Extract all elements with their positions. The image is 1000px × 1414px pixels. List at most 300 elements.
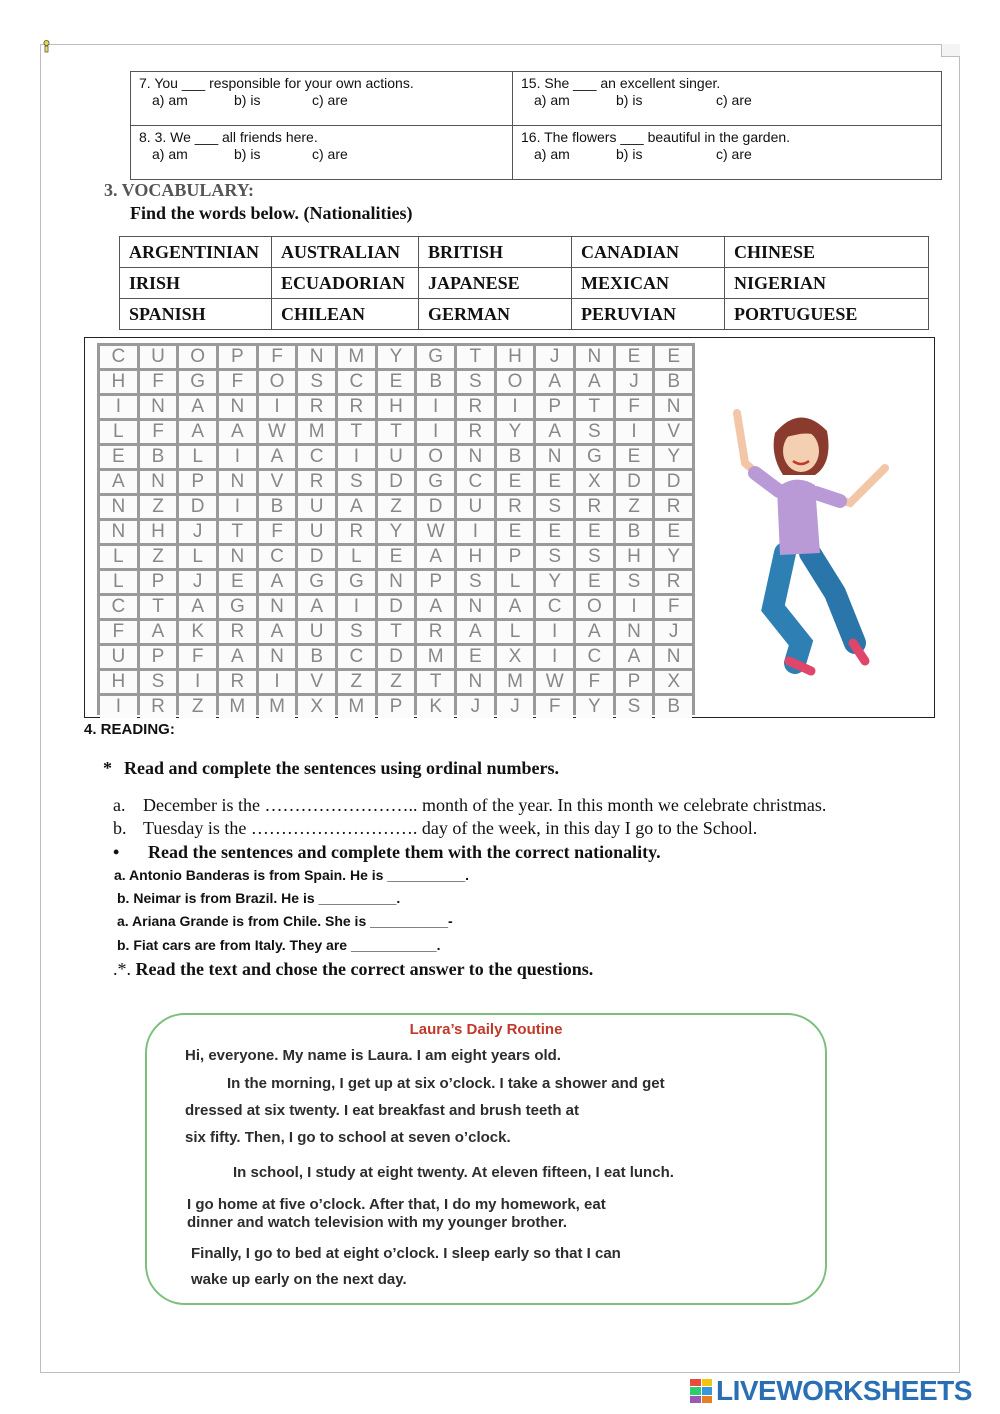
wordsearch-letter[interactable]: P [536,396,573,418]
wordsearch-letter[interactable]: C [100,596,137,618]
instruction-prefix: .*. [113,959,131,979]
word-cell: CHINESE [725,237,929,268]
wordsearch-letter[interactable]: D [298,546,335,568]
wordsearch-letter[interactable]: G [298,571,335,593]
wordsearch-letter[interactable]: L [100,571,137,593]
wordsearch-letter[interactable]: G [179,371,216,393]
wordsearch-letter[interactable]: B [298,646,335,668]
wordsearch-letter[interactable]: I [417,396,454,418]
wordsearch-letter[interactable]: L [338,546,375,568]
story-line: six fifty. Then, I go to school at seven o’clock. [185,1129,511,1146]
story-line: In school, I study at eight twenty. At eleven fifteen, I eat lunch. [233,1164,674,1181]
wordsearch-letter[interactable]: Y [576,696,613,718]
page-corner-fold-icon [941,44,960,57]
wordsearch-letter[interactable]: U [100,646,137,668]
wordsearch-letter[interactable]: D [378,471,415,493]
word-cell: BRITISH [419,237,572,268]
sentence-text[interactable]: Tuesday is the ………………………. day of the week, in this day I go to the School. [143,818,758,838]
wordsearch-letter[interactable]: J [179,571,216,593]
bullet-icon: • [113,842,120,862]
instruction-text: Read and complete the sentences using ordinal numbers. [124,758,560,778]
wordsearch-letter[interactable]: N [100,521,137,543]
wordsearch-letter[interactable]: G [219,596,256,618]
wordsearch-letter[interactable]: D [417,496,454,518]
wordsearch-letter[interactable]: E [219,571,256,593]
wordsearch-letter[interactable]: J [655,621,692,643]
wordsearch-letter[interactable]: U [298,621,335,643]
wordsearch-letter[interactable]: A [179,396,216,418]
option-c[interactable]: c) are [716,92,752,108]
wordsearch-letter[interactable]: N [536,446,573,468]
nationality-sentence[interactable]: a. Ariana Grande is from Chile. She is __________- [117,913,453,929]
wordsearch-letter[interactable]: S [576,546,613,568]
wordsearch-letter[interactable]: Y [536,571,573,593]
wordsearch-letter[interactable]: I [100,696,137,718]
wordsearch-letter[interactable]: I [616,596,653,618]
wordsearch-letter[interactable]: A [259,571,296,593]
wordsearch-letter[interactable]: A [259,621,296,643]
wordsearch-letter[interactable]: C [536,596,573,618]
wordsearch-letter[interactable]: Z [378,496,415,518]
wordsearch-letter[interactable]: V [655,421,692,443]
wordsearch-letter[interactable]: B [497,446,534,468]
wordsearch-letter[interactable]: M [298,421,335,443]
wordsearch-letter[interactable]: L [497,621,534,643]
ordinal-sentence-b [113,818,757,839]
wordsearch-letter[interactable]: T [457,346,494,368]
wordsearch-letter[interactable]: P [417,571,454,593]
wordsearch-letter[interactable]: E [536,521,573,543]
wordsearch-letter[interactable]: S [457,371,494,393]
word-cell: ECUADORIAN [272,268,419,299]
wordsearch-letter[interactable]: E [655,346,692,368]
wordsearch-letter[interactable]: F [140,371,177,393]
wordsearch-letter[interactable]: G [417,471,454,493]
wordsearch-letter[interactable]: A [298,596,335,618]
wordsearch-letter[interactable]: N [140,396,177,418]
wordsearch-letter[interactable]: W [536,671,573,693]
wordsearch-letter[interactable]: L [100,421,137,443]
word-cell: MEXICAN [572,268,725,299]
wordsearch-letter[interactable]: H [140,521,177,543]
story-line: I go home at five o’clock. After that, I do my homework, eat [187,1196,606,1213]
wordsearch-letter[interactable]: X [298,696,335,718]
wordsearch-letter[interactable]: P [378,696,415,718]
nationalities-table [119,236,929,330]
wordsearch-letter[interactable]: G [576,446,613,468]
wordsearch-letter[interactable]: U [378,446,415,468]
wordsearch-letter[interactable]: I [338,596,375,618]
story-card [145,1013,827,1305]
wordsearch-letter[interactable]: F [536,696,573,718]
wordsearch-letter[interactable]: O [179,346,216,368]
pin-icon [42,40,51,54]
wordsearch-letter[interactable]: R [298,471,335,493]
wordsearch-letter[interactable]: L [497,571,534,593]
wordsearch-letter[interactable]: A [100,471,137,493]
wordsearch-letter[interactable]: S [616,571,653,593]
wordsearch-letter[interactable]: O [259,371,296,393]
wordsearch-letter[interactable]: E [655,521,692,543]
wordsearch-letter[interactable]: P [616,671,653,693]
liveworksheets-brand[interactable] [690,1376,972,1406]
wordsearch-letter[interactable]: M [417,646,454,668]
wordsearch-letter[interactable]: L [100,546,137,568]
wordsearch-letter[interactable]: M [219,696,256,718]
wordsearch-letter[interactable]: M [259,696,296,718]
table-row [120,299,929,330]
wordsearch-letter[interactable]: K [179,621,216,643]
word-cell: IRISH [120,268,272,299]
liveworksheets-logo-icon [690,1379,712,1403]
wordsearch-letter[interactable]: R [338,521,375,543]
grammar-question-15 [513,72,942,126]
wordsearch-letter[interactable]: O [576,596,613,618]
wordsearch-letter[interactable]: F [655,596,692,618]
wordsearch-letter[interactable]: G [338,571,375,593]
wordsearch-letter[interactable]: N [219,471,256,493]
wordsearch-letter[interactable]: R [140,696,177,718]
wordsearch-letter[interactable]: F [140,421,177,443]
wordsearch-letter[interactable]: C [457,471,494,493]
wordsearch-letter[interactable]: P [219,346,256,368]
wordsearch-letter[interactable]: T [417,671,454,693]
wordsearch-letter[interactable]: F [259,521,296,543]
wordsearch-letter[interactable]: E [616,346,653,368]
wordsearch-letter[interactable]: F [100,621,137,643]
wordsearch-letter[interactable]: D [179,496,216,518]
option-c[interactable]: c) are [312,92,348,108]
wordsearch-letter[interactable]: D [378,596,415,618]
wordsearch-letter[interactable]: H [457,546,494,568]
wordsearch-letter[interactable]: H [497,346,534,368]
wordsearch-letter[interactable]: S [536,546,573,568]
wordsearch-letter[interactable]: Y [378,521,415,543]
wordsearch-letter[interactable]: M [338,696,375,718]
wordsearch-letter[interactable]: B [140,446,177,468]
wordsearch-letter[interactable]: I [536,621,573,643]
wordsearch-letter[interactable]: S [338,471,375,493]
grammar-question-8 [131,126,513,180]
wordsearch-letter[interactable]: B [616,521,653,543]
wordsearch-letter[interactable]: D [616,471,653,493]
question-text: 7. You ___ responsible for your own actions. [139,75,414,91]
wordsearch-letter[interactable]: M [497,671,534,693]
wordsearch-letter[interactable]: E [457,646,494,668]
option-c[interactable]: c) are [312,146,348,162]
brand-name: LIVEWORKSHEETS [716,1375,972,1406]
wordsearch-letter[interactable]: Z [140,496,177,518]
wordsearch-letter[interactable]: R [219,671,256,693]
question-text: 8. 3. We ___ all friends here. [139,129,318,145]
wordsearch-letter[interactable]: N [219,546,256,568]
wordsearch-letter[interactable]: A [536,371,573,393]
word-cell: NIGERIAN [725,268,929,299]
text-instruction [113,959,593,980]
wordsearch-letter[interactable]: X [497,646,534,668]
story-title: Laura’s Daily Routine [409,1021,563,1038]
option-a[interactable]: a) am [534,92,570,108]
table-row [120,237,929,268]
wordsearch-letter[interactable]: W [417,521,454,543]
wordsearch-letter[interactable]: R [457,421,494,443]
word-cell: CHILEAN [272,299,419,330]
nationality-sentence[interactable]: b. Neimar is from Brazil. He is __________. [117,890,401,906]
dancing-girl-illustration [715,393,895,693]
wordsearch-letter[interactable]: R [417,621,454,643]
wordsearch-letter[interactable]: U [298,496,335,518]
wordsearch-letter[interactable]: U [140,346,177,368]
wordsearch-letter[interactable]: U [457,496,494,518]
wordsearch-letter[interactable]: F [259,346,296,368]
wordsearch-frame [84,337,935,718]
wordsearch-letter[interactable]: E [536,471,573,493]
wordsearch-letter[interactable]: I [179,671,216,693]
wordsearch-letter[interactable]: S [298,371,335,393]
story-line: Hi, everyone. My name is Laura. I am eight years old. [185,1047,561,1064]
wordsearch-letter[interactable]: J [497,696,534,718]
wordsearch-letter[interactable]: A [219,421,256,443]
wordsearch-letter[interactable]: A [140,621,177,643]
word-cell: GERMAN [419,299,572,330]
wordsearch-letter[interactable]: E [497,521,534,543]
wordsearch-letter[interactable]: F [616,396,653,418]
wordsearch-letter[interactable]: T [378,621,415,643]
wordsearch-letter[interactable]: A [576,621,613,643]
story-line: In the morning, I get up at six o’clock. I take a shower and get [227,1075,665,1092]
option-b[interactable]: b) is [234,146,261,162]
wordsearch-letter[interactable]: B [259,496,296,518]
wordsearch-letter[interactable]: A [417,596,454,618]
option-a[interactable]: a) am [152,92,188,108]
wordsearch-letter[interactable]: K [417,696,454,718]
option-a[interactable]: a) am [534,146,570,162]
wordsearch-letter[interactable]: A [616,646,653,668]
wordsearch-letter[interactable]: R [338,396,375,418]
nationality-sentence[interactable]: a. Antonio Banderas is from Spain. He is __________. [114,867,470,883]
word-cell: ARGENTINIAN [120,237,272,268]
wordsearch-letter[interactable]: N [616,621,653,643]
wordsearch-letter[interactable]: I [457,521,494,543]
wordsearch-letter[interactable]: D [655,471,692,493]
wordsearch-letter[interactable]: A [179,596,216,618]
wordsearch-letter[interactable]: C [338,646,375,668]
option-b[interactable]: b) is [234,92,261,108]
wordsearch-letter[interactable]: L [179,446,216,468]
wordsearch-letter[interactable]: C [100,346,137,368]
wordsearch-letter[interactable]: Z [616,496,653,518]
instruction-text: Read the text and chose the correct answer to the questions. [135,959,594,979]
wordsearch-letter[interactable]: X [655,671,692,693]
story-line: dinner and watch television with my younger brother. [187,1214,568,1231]
wordsearch-letter[interactable]: A [497,596,534,618]
wordsearch-letter[interactable]: L [179,546,216,568]
wordsearch-letter[interactable]: H [100,671,137,693]
wordsearch-letter[interactable]: D [378,646,415,668]
wordsearch-letter[interactable]: Y [655,546,692,568]
wordsearch-letter[interactable]: E [576,571,613,593]
wordsearch-letter[interactable]: I [338,446,375,468]
wordsearch-letter[interactable]: Z [378,671,415,693]
wordsearch-letter[interactable]: T [576,396,613,418]
grammar-question-16 [513,126,942,180]
wordsearch-letter[interactable]: E [378,546,415,568]
wordsearch-letter[interactable]: N [259,646,296,668]
wordsearch-letter[interactable]: S [457,571,494,593]
wordsearch-letter[interactable]: W [259,421,296,443]
wordsearch-letter[interactable]: V [298,671,335,693]
wordsearch-letter[interactable]: A [259,446,296,468]
wordsearch-letter[interactable]: N [457,596,494,618]
wordsearch-letter[interactable]: V [259,471,296,493]
wordsearch-letter[interactable]: A [417,546,454,568]
wordsearch-letter[interactable]: J [536,346,573,368]
wordsearch-letter[interactable]: I [259,396,296,418]
wordsearch-letter[interactable]: X [576,471,613,493]
wordsearch-letter[interactable]: S [140,671,177,693]
wordsearch-letter[interactable]: I [616,421,653,443]
story-line: Finally, I go to bed at eight o’clock. I sleep early so that I can [191,1245,621,1262]
wordsearch-letter[interactable]: E [616,446,653,468]
wordsearch-letter[interactable]: B [655,371,692,393]
option-b[interactable]: b) is [616,92,643,108]
wordsearch-letter[interactable]: T [378,421,415,443]
grammar-table [130,71,942,180]
wordsearch-letter[interactable]: A [219,646,256,668]
wordsearch-letter[interactable]: O [417,446,454,468]
wordsearch-letter[interactable]: B [417,371,454,393]
wordsearch-letter[interactable]: U [298,521,335,543]
wordsearch-letter[interactable]: Z [338,671,375,693]
wordsearch-letter[interactable]: N [576,346,613,368]
wordsearch-letter[interactable]: G [417,346,454,368]
story-line: wake up early on the next day. [191,1271,407,1288]
word-cell: PERUVIAN [572,299,725,330]
wordsearch-letter[interactable]: S [576,421,613,443]
grammar-question-7 [131,72,513,126]
wordsearch-letter[interactable]: R [298,396,335,418]
wordsearch-letter[interactable]: N [259,596,296,618]
wordsearch-letter[interactable]: A [576,371,613,393]
wordsearch-letter[interactable]: I [219,496,256,518]
wordsearch-letter[interactable]: C [298,446,335,468]
table-row [120,268,929,299]
wordsearch-letter[interactable]: P [179,471,216,493]
wordsearch-letter[interactable]: P [140,571,177,593]
word-cell: PORTUGUESE [725,299,929,330]
wordsearch-letter[interactable]: H [378,396,415,418]
wordsearch-letter[interactable]: R [497,496,534,518]
word-cell: CANADIAN [572,237,725,268]
vocabulary-title: 3. VOCABULARY: [104,180,255,200]
wordsearch-letter[interactable]: S [536,496,573,518]
wordsearch-letter[interactable]: N [655,396,692,418]
wordsearch-letter[interactable]: N [457,446,494,468]
wordsearch-letter[interactable]: S [338,621,375,643]
wordsearch-letter[interactable]: B [655,696,692,718]
wordsearch-letter[interactable]: R [655,496,692,518]
wordsearch-letter[interactable]: J [616,371,653,393]
wordsearch-letter[interactable]: N [457,671,494,693]
star-bullet: * [103,758,112,778]
wordsearch-letter[interactable]: H [616,546,653,568]
wordsearch-letter[interactable]: Z [140,546,177,568]
wordsearch-letter[interactable]: F [576,671,613,693]
wordsearch-letter[interactable]: I [100,396,137,418]
grammar-row [131,126,942,180]
grammar-row [131,72,942,126]
wordsearch-letter[interactable]: T [140,596,177,618]
wordsearch-letter[interactable]: A [179,421,216,443]
wordsearch-letter[interactable]: N [219,396,256,418]
wordsearch-letter[interactable]: E [378,371,415,393]
wordsearch-letter[interactable]: J [179,521,216,543]
wordsearch-letter[interactable]: T [219,521,256,543]
wordsearch-grid[interactable] [97,343,695,715]
wordsearch-letter[interactable]: A [457,621,494,643]
wordsearch-letter[interactable]: C [259,546,296,568]
wordsearch-letter[interactable]: N [655,646,692,668]
sentence-text[interactable]: December is the …………………….. month of the year. In this month we celebrate christmas. [143,795,827,815]
wordsearch-letter[interactable]: S [616,696,653,718]
wordsearch-letter[interactable]: N [100,496,137,518]
wordsearch-letter[interactable]: E [576,521,613,543]
sentence-label: b. [113,818,127,838]
wordsearch-letter[interactable]: N [298,346,335,368]
wordsearch-letter[interactable]: I [536,646,573,668]
wordsearch-letter[interactable]: N [378,571,415,593]
wordsearch-letter[interactable]: N [140,471,177,493]
wordsearch-letter[interactable]: C [338,371,375,393]
wordsearch-letter[interactable]: F [219,371,256,393]
question-text: 15. She ___ an excellent singer. [521,75,721,91]
wordsearch-letter[interactable]: M [338,346,375,368]
wordsearch-letter[interactable]: Y [497,421,534,443]
word-cell: AUSTRALIAN [272,237,419,268]
wordsearch-letter[interactable]: C [576,646,613,668]
option-b[interactable]: b) is [616,146,643,162]
wordsearch-letter[interactable]: Y [655,446,692,468]
wordsearch-letter[interactable]: Z [179,696,216,718]
ordinal-instruction [103,758,559,779]
wordsearch-letter[interactable]: A [536,421,573,443]
option-a[interactable]: a) am [152,146,188,162]
option-c[interactable]: c) are [716,146,752,162]
wordsearch-letter[interactable]: Y [378,346,415,368]
wordsearch-letter[interactable]: F [179,646,216,668]
wordsearch-letter[interactable]: P [497,546,534,568]
wordsearch-letter[interactable]: P [140,646,177,668]
wordsearch-letter[interactable]: R [576,496,613,518]
wordsearch-letter[interactable]: I [259,671,296,693]
wordsearch-letter[interactable]: O [497,371,534,393]
wordsearch-letter[interactable]: I [417,421,454,443]
wordsearch-letter[interactable]: E [100,446,137,468]
wordsearch-letter[interactable]: T [338,421,375,443]
wordsearch-letter[interactable]: R [457,396,494,418]
word-cell: JAPANESE [419,268,572,299]
nationality-sentence[interactable]: b. Fiat cars are from Italy. They are ___________. [117,937,441,953]
wordsearch-letter[interactable]: R [655,571,692,593]
wordsearch-letter[interactable]: I [219,446,256,468]
wordsearch-letter[interactable]: R [219,621,256,643]
wordsearch-letter[interactable]: E [497,471,534,493]
wordsearch-letter[interactable]: I [497,396,534,418]
wordsearch-letter[interactable]: J [457,696,494,718]
wordsearch-letter[interactable]: A [338,496,375,518]
wordsearch-letter[interactable]: H [100,371,137,393]
question-text: 16. The flowers ___ beautiful in the garden. [521,129,791,145]
